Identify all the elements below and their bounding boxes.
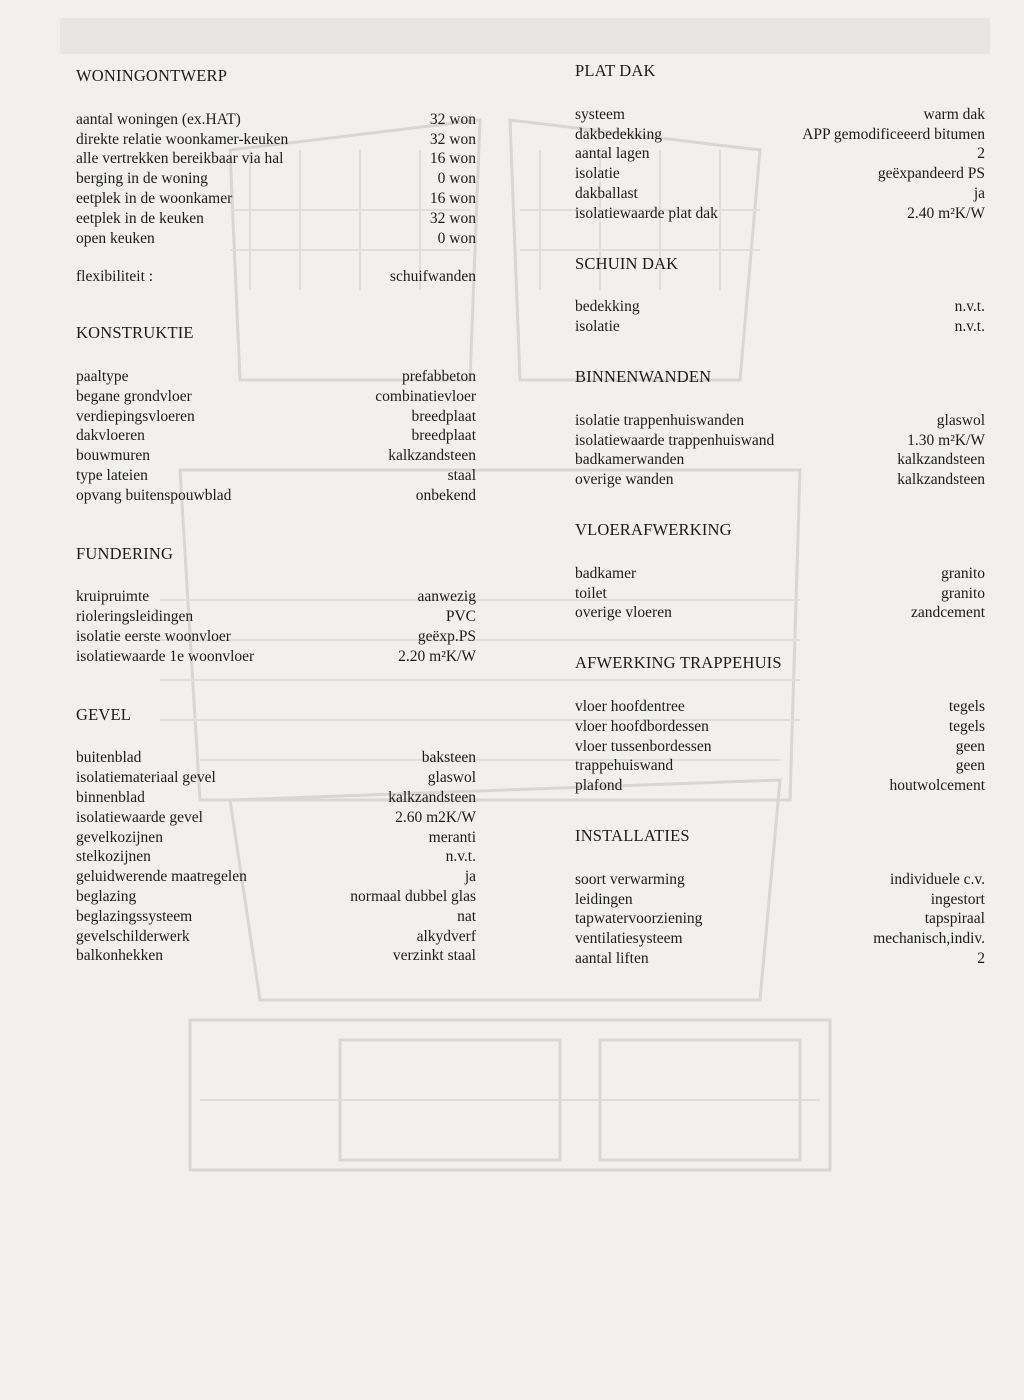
row-value: glaswol [936, 411, 985, 429]
section-heading: VLOERAFWERKING [575, 519, 732, 539]
table-row [575, 776, 985, 796]
row-value: schuifwanden [389, 268, 476, 286]
row-label: isolatie eerste woonvloer [76, 627, 231, 645]
row-label: verdiepingsvloeren [76, 407, 195, 425]
row-label: beglazingssysteem [76, 907, 193, 925]
row-label: paaltype [76, 367, 129, 385]
row-label: isolatiewaarde plat dak [575, 204, 718, 222]
row-value: staal [447, 466, 476, 484]
row-value: 0 won [437, 229, 476, 247]
row-label: isolatie [575, 318, 620, 336]
table-row [76, 110, 476, 130]
row-value: APP gemodificeeerd bitumen [802, 125, 985, 143]
table-row [575, 890, 985, 910]
row-value: 2.20 m²K/W [398, 647, 476, 665]
section-heading: INSTALLATIES [575, 825, 690, 845]
table-row [76, 828, 476, 848]
row-label: isolatie [575, 165, 620, 183]
table-row [76, 169, 476, 189]
section-heading: GEVEL [76, 704, 132, 724]
section-plat-dak [575, 61, 985, 224]
section-binnenwanden [575, 367, 985, 490]
table-row [575, 949, 985, 969]
row-label: isolatiewaarde gevel [76, 808, 203, 826]
row-label: gevelschilderwerk [76, 927, 190, 945]
row-label: alle vertrekken bereikbaar via hal [76, 150, 284, 168]
row-label: isolatie trappenhuiswanden [575, 411, 745, 429]
row-label: dakbedekking [575, 125, 662, 143]
row-value: aanwezig [417, 588, 476, 606]
row-value: individuele c.v. [890, 870, 985, 888]
table-row [575, 470, 985, 490]
row-value: baksteen [421, 749, 476, 767]
row-label: badkamerwanden [575, 451, 685, 469]
section-fundering [76, 544, 476, 667]
table-row [575, 697, 985, 717]
table-row [575, 184, 985, 204]
table-row [575, 737, 985, 757]
row-label: stelkozijnen [76, 848, 151, 866]
row-value: meranti [428, 828, 476, 846]
row-value: ja [464, 868, 476, 886]
row-value: prefabbeton [401, 367, 476, 385]
row-label: overige wanden [575, 471, 674, 489]
table-row [76, 927, 476, 947]
row-label: kruipruimte [76, 588, 150, 606]
row-label: trappehuiswand [575, 757, 674, 775]
table-row [76, 486, 476, 506]
row-label: beglazing [76, 887, 137, 905]
table-row [575, 297, 985, 317]
table-row [76, 887, 476, 907]
row-label: binnenblad [76, 788, 145, 806]
table-row [575, 756, 985, 776]
row-value: kalkzandsteen [897, 471, 985, 489]
row-value: breedplaat [411, 407, 476, 425]
row-label: aantal liften [575, 949, 649, 967]
row-label: eetplek in de keuken [76, 209, 204, 227]
table-row [76, 748, 476, 768]
section-konstruktie [76, 323, 476, 505]
table-row [76, 149, 476, 169]
table-row [76, 788, 476, 808]
table-row [76, 387, 476, 407]
row-value: 2.60 m2K/W [395, 808, 476, 826]
table-row [575, 431, 985, 451]
row-value: kalkzandsteen [388, 447, 476, 465]
row-label: gevelkozijnen [76, 828, 163, 846]
row-value: combinatievloer [375, 387, 476, 405]
row-value: verzinkt staal [392, 947, 476, 965]
table-row [76, 229, 476, 249]
table-row [76, 907, 476, 927]
table-row [575, 125, 985, 145]
section-installaties [575, 826, 985, 969]
row-value: 16 won [429, 150, 476, 168]
table-row [575, 909, 985, 929]
row-label: bouwmuren [76, 447, 151, 465]
table-row [76, 768, 476, 788]
row-value: normaal dubbel glas [350, 887, 476, 905]
row-value: tapspiraal [924, 910, 985, 928]
row-value: mechanisch,indiv. [873, 930, 985, 948]
row-value: granito [941, 564, 985, 582]
row-value: 2.40 m²K/W [907, 204, 985, 222]
table-row [575, 717, 985, 737]
row-value: ingestort [930, 890, 985, 908]
row-value: zandcement [910, 604, 985, 622]
section-heading: KONSTRUKTIE [76, 323, 194, 343]
row-value: n.v.t. [445, 848, 476, 866]
row-label: berging in de woning [76, 170, 208, 188]
table-row [76, 627, 476, 647]
section-gevel [76, 705, 476, 967]
row-value: 32 won [429, 130, 476, 148]
table-row [76, 587, 476, 607]
row-value: breedplaat [411, 427, 476, 445]
row-label: rioleringsleidingen [76, 608, 194, 626]
table-row [76, 607, 476, 627]
table-row [76, 407, 476, 427]
row-label: systeem [575, 105, 625, 123]
row-value: glaswol [427, 769, 476, 787]
row-label: begane grondvloer [76, 387, 192, 405]
left-column [76, 66, 476, 966]
row-value: kalkzandsteen [388, 788, 476, 806]
row-value: alkydverf [416, 927, 476, 945]
row-label: aantal woningen (ex.HAT) [76, 110, 241, 128]
row-label: type lateien [76, 466, 148, 484]
table-row [575, 603, 985, 623]
faded-header-band [60, 18, 990, 54]
table-row [575, 584, 985, 604]
table-row [575, 870, 985, 890]
row-label: opvang buitenspouwblad [76, 486, 232, 504]
row-label: soort verwarming [575, 870, 685, 888]
table-row [76, 130, 476, 150]
row-label: buitenblad [76, 749, 142, 767]
row-value: 2 [977, 949, 985, 967]
table-row [76, 367, 476, 387]
table-row [575, 164, 985, 184]
row-label: isolatiemateriaal gevel [76, 769, 216, 787]
flexibility-row [76, 267, 476, 287]
row-value: warm dak [923, 105, 985, 123]
table-row [575, 317, 985, 337]
row-value: geëxpandeerd PS [877, 165, 985, 183]
section-heading: SCHUIN DAK [575, 253, 679, 273]
row-label: toilet [575, 584, 607, 602]
table-row [575, 564, 985, 584]
row-value: PVC [445, 608, 476, 626]
row-value: n.v.t. [954, 298, 985, 316]
table-row [76, 946, 476, 966]
table-row [76, 466, 476, 486]
table-row [575, 105, 985, 125]
section-vloerafwerking [575, 520, 985, 623]
row-label: balkonhekken [76, 947, 163, 965]
table-row [76, 446, 476, 466]
table-row [76, 847, 476, 867]
row-label: isolatiewaarde trappenhuiswand [575, 431, 775, 449]
row-value: nat [457, 907, 476, 925]
row-label: bedekking [575, 298, 640, 316]
section-schuin-dak [575, 254, 985, 337]
row-value: granito [941, 584, 985, 602]
row-value: 1.30 m²K/W [907, 431, 985, 449]
row-label: tapwatervoorziening [575, 910, 703, 928]
table-row [76, 808, 476, 828]
section-heading: AFWERKING TRAPPEHUIS [575, 653, 782, 673]
row-value: 32 won [429, 209, 476, 227]
table-row [76, 647, 476, 667]
row-label: vloer hoofdentree [575, 697, 685, 715]
row-value: onbekend [415, 486, 476, 504]
row-label: aantal lagen [575, 145, 650, 163]
row-value: tegels [948, 717, 985, 735]
row-value: 32 won [429, 110, 476, 128]
section-woningontwerp [76, 66, 476, 287]
row-value: 16 won [429, 189, 476, 207]
section-heading: WONINGONTWERP [76, 66, 228, 85]
section-heading: BINNENWANDEN [575, 366, 712, 386]
row-label: overige vloeren [575, 604, 672, 622]
table-row [76, 189, 476, 209]
table-row [575, 929, 985, 949]
table-row [76, 209, 476, 229]
row-value: geen [955, 757, 985, 775]
row-label: ventilatiesysteem [575, 930, 683, 948]
row-value: houtwolcement [889, 777, 985, 795]
row-value: n.v.t. [954, 318, 985, 336]
row-label: vloer tussenbordessen [575, 737, 712, 755]
row-value: geëxp.PS [417, 627, 476, 645]
row-label: dakvloeren [76, 427, 145, 445]
row-value: 2 [977, 145, 985, 163]
section-heading: FUNDERING [76, 543, 174, 563]
table-row [575, 411, 985, 431]
table-row [575, 450, 985, 470]
table-row [575, 204, 985, 224]
row-label: eetplek in de woonkamer [76, 189, 233, 207]
row-label: direkte relatie woonkamer-keuken [76, 130, 289, 148]
row-value: 0 won [437, 170, 476, 188]
row-label: dakballast [575, 184, 638, 202]
table-row [76, 867, 476, 887]
row-value: kalkzandsteen [897, 451, 985, 469]
table-row [575, 144, 985, 164]
row-label: isolatiewaarde 1e woonvloer [76, 647, 255, 665]
row-value: geen [955, 737, 985, 755]
row-label: open keuken [76, 229, 155, 247]
right-column [575, 61, 985, 969]
row-label: vloer hoofdbordessen [575, 717, 709, 735]
section-heading: PLAT DAK [575, 61, 656, 80]
row-label: flexibiliteit : [76, 268, 154, 286]
row-value: tegels [948, 697, 985, 715]
row-label: plafond [575, 777, 623, 795]
row-label: leidingen [575, 890, 633, 908]
table-row [76, 426, 476, 446]
row-label: geluidwerende maatregelen [76, 868, 247, 886]
row-value: ja [973, 184, 985, 202]
section-afwerking-trappehuis [575, 653, 985, 796]
row-label: badkamer [575, 564, 637, 582]
